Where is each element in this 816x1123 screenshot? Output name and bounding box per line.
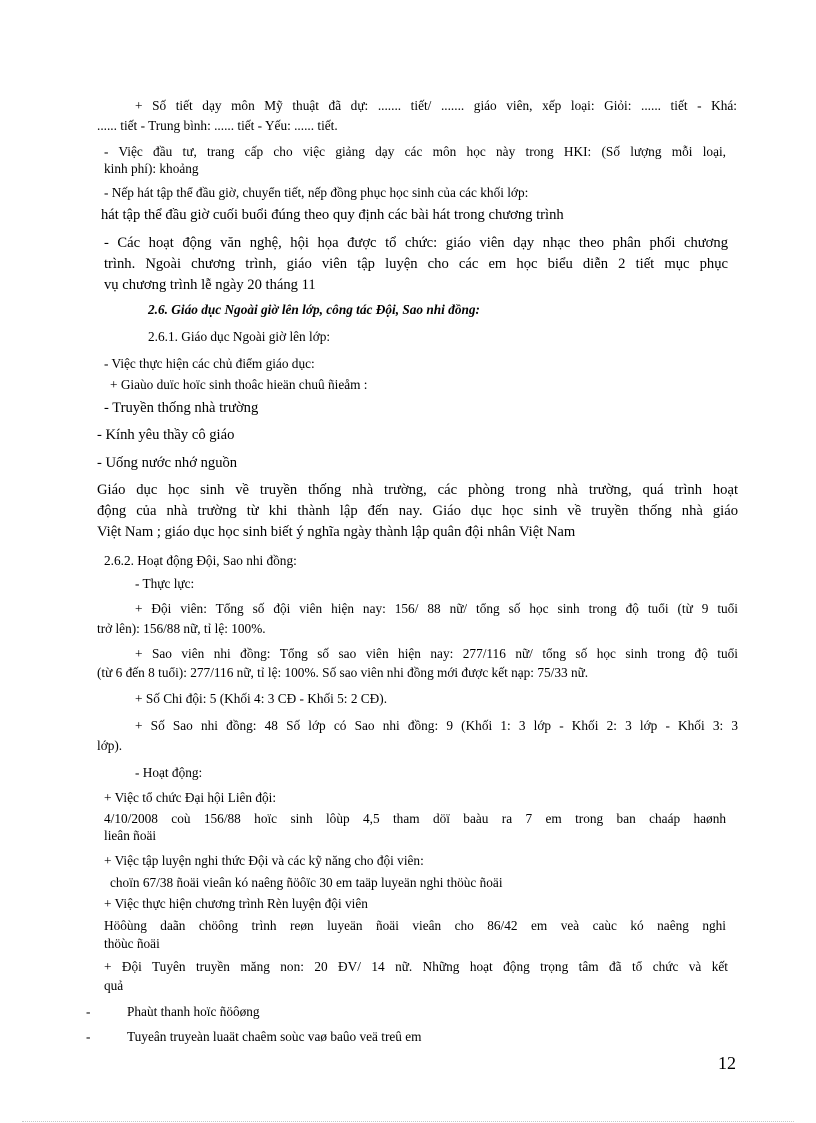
line-star-groups: + Số Sao nhi đồng: 48 Số lớp có Sao nhi đồng: 9 (Khối 1: 3 lớp - Khối 2: 3 lớp - Khối 3: 3 [135, 718, 738, 733]
line-activities: - Hoạt động: [135, 765, 203, 780]
line-propaganda-team: + Đội Tuyên truyền măng non: 20 ĐV/ 14 nữ. Những hoạt động trọng tâm đã tổ chức và kết [104, 959, 728, 974]
line-congress-detail-cont: lieân ñoäi [104, 828, 157, 843]
subsection-2-6-2: 2.6.2. Hoạt động Đội, Sao nhi đồng: [104, 553, 297, 568]
line-ritual-training-detail: choïn 67/38 ñoäi vieân kó naêng ñöôïc 30 em taäp luyeän nghi thöùc ñoäi [110, 875, 503, 890]
line-congress: + Việc tổ chức Đại hội Liên đội: [104, 790, 277, 805]
line-investment-cont: kinh phí): khoảng [104, 161, 199, 176]
line-members: + Đội viên: Tổng số đội viên hiện nay: 156/ 88 nữ/ tổng số học sinh trong độ tuổi (từ 9 tuổi [135, 601, 738, 616]
line-tradition: - Truyền thống nhà trường [104, 400, 259, 416]
line-strength: - Thực lực: [135, 576, 195, 591]
bullet-dash: - [86, 1029, 91, 1044]
line-star-members-cont: (từ 6 đến 8 tuổi): 277/116 nữ, tỉ lệ: 100%. Số sao viên nhi đồng mới được kết nạp: 75/33 nữ. [97, 665, 589, 680]
line-members-cont: trở lên): 156/88 nữ, tỉ lệ: 100%. [97, 621, 266, 636]
line-star-groups-cont: lớp). [97, 738, 123, 753]
line-singing-answer: hát tập thể đầu giờ cuối buổi đúng theo quy định các bài hát trong chương trình [101, 207, 564, 223]
line-star-members: + Sao viên nhi đồng: Tổng số sao viên hiện nay: 277/116 nữ/ tổng số học sinh trong độ tuổi [135, 646, 738, 661]
line-congress-detail: 4/10/2008 coù 156/88 hoïc sinh lôùp 4,5 tham döï baàu ra 7 em trong ban chaáp haønh [104, 811, 726, 826]
line-tradition-edu: Giáo dục học sinh về truyền thống nhà trường, các phòng trong nhà trường, quá trình hoạt [97, 482, 738, 498]
line-training-program-detail: Höôùng daãn chöông trình reøn luyeän ñoäi vieân cho 86/42 em veà caùc kó naêng nghi [104, 918, 726, 933]
line-tradition-edu-2: động của nhà trường từ khi thành lập đến nay. Giáo dục học sinh về truyền thống nhà giáo [97, 503, 738, 519]
line-arts-activities-2: trình. Ngoài chương trình, giáo viên tập luyện cho các em học biểu diễn 2 tiết mục phục [104, 256, 728, 272]
line-investment: - Việc đầu tư, trang cấp cho việc giảng dạy các môn học này trong HKI: (Số lượng mỗi loại, [104, 144, 726, 159]
line-arts-activities: - Các hoạt động văn nghệ, hội họa được tổ chức: giáo viên dạy nhạc theo phân phối chương [104, 235, 728, 251]
line-branches: + Số Chi đội: 5 (Khối 4: 3 CĐ - Khối 5: 2 CĐ). [135, 691, 388, 706]
footer-divider [22, 1121, 794, 1122]
line-respect-teachers: - Kính yêu thầy cô giáo [97, 427, 235, 443]
line-themes: - Việc thực hiện các chủ điểm giáo dục: [104, 356, 315, 371]
line-art-lessons: + Số tiết dạy môn Mỹ thuật đã dự: ....... tiết/ ....... giáo viên, xếp loại: Giỏi: ...... tiết - Khá: [135, 98, 737, 113]
line-training-program-detail-cont: thöùc ñoäi [104, 936, 160, 951]
line-art-lessons-cont: ...... tiết - Trung bình: ...... tiết - Yếu: ...... tiết. [97, 118, 338, 133]
line-tradition-edu-3: Việt Nam ; giáo dục học sinh biết ý nghĩa ngày thành lập quân đội nhân Việt Nam [97, 524, 576, 540]
line-singing-habit: - Nếp hát tập thể đầu giờ, chuyển tiết, nếp đồng phục học sinh của các khối lớp: [104, 185, 529, 200]
section-heading-2-6: 2.6. Giáo dục Ngoài giờ lên lớp, công tác Đội, Sao nhi đồng: [148, 302, 480, 317]
page-number: 12 [718, 1053, 736, 1073]
subsection-2-6-1: 2.6.1. Giáo dục Ngoài giờ lên lớp: [148, 329, 331, 344]
line-school-radio: Phaùt thanh hoïc ñöôøng [127, 1004, 260, 1019]
line-gratitude: - Uống nước nhớ nguồn [97, 455, 238, 471]
line-ritual-training: + Việc tập luyện nghi thức Đội và các kỹ năng cho đội viên: [104, 853, 424, 868]
line-propaganda-team-cont: quả [104, 978, 124, 993]
line-themes-edu: + Giaùo duïc hoïc sinh thoâc hieän chuû ñieåm : [110, 377, 368, 392]
line-arts-activities-3: vụ chương trình lễ ngày 20 tháng 11 [104, 277, 316, 293]
line-child-law: Tuyeân truyeàn luaät chaêm soùc vaø baûo veä treû em [127, 1029, 422, 1044]
bullet-dash: - [86, 1004, 91, 1019]
line-training-program: + Việc thực hiện chương trình Rèn luyện đội viên [104, 896, 368, 911]
